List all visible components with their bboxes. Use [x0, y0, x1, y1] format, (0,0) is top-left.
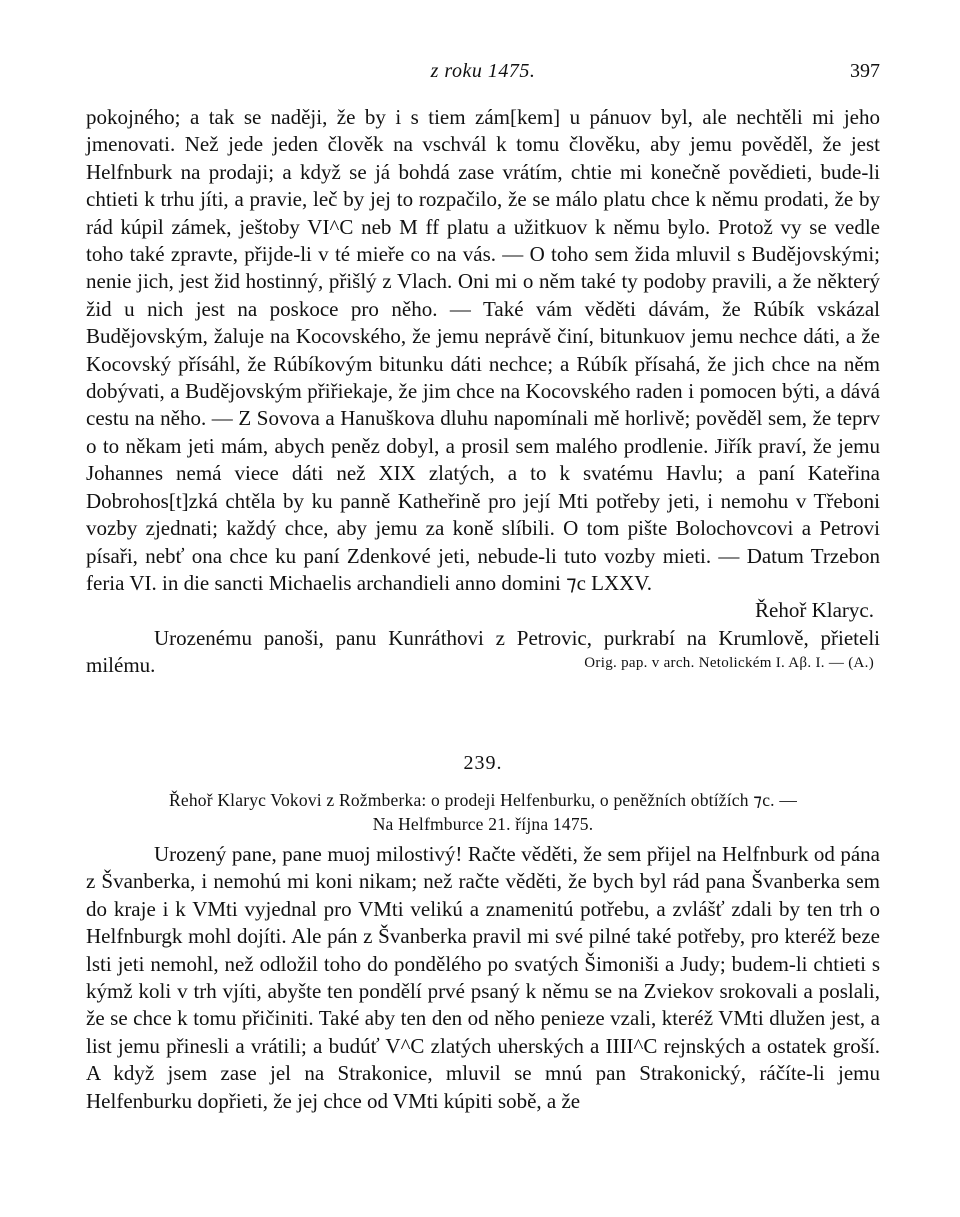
document-summary: [86, 788, 880, 836]
letter-239: [86, 841, 880, 1115]
running-title: z roku 1475.: [430, 60, 536, 82]
document-number: 239.: [463, 752, 503, 774]
letter-238-continuation: [86, 104, 880, 680]
running-head: [86, 60, 880, 90]
source-note: Orig. pap. v arch. Netolickém I. Aβ. I. — (A.): [584, 655, 874, 672]
summary-line-2: Na Helfmburce 21. října 1475.: [372, 814, 594, 834]
letter-238-address: Urozenému panoši, panu Kunráthovi z Petrovic, purkrabí na Krumlově, přieteli milému.: [86, 625, 880, 678]
letter-238-body: pokojného; a tak se naději, že by i s tiem zám[kem] u pánuov byl, ale nechtěli mi jeho jmenovati. Než jede jeden člověk na vschvál k tomu člověku, aby jemu pověděl, že jest Helfnburk na prodaji; a když se já bohdá zase vrátím, chtie mi konečně povědieti, bude-li chtieti k trhu jíti, a pravie, leč by jej to rozpačilo, že se málo platu chce k němu prodati, že by rád kúpil zámek, ještoby VI^C neb M ff platu a užitkuov k němu bylo. Protož vy se vedle toho také zpravte, přijde-li v té mieře co na vás. — O toho sem žida mluvil s Budějovskými; nenie jich, jest žid hostinný, přišlý z Vlach. Oni mi o něm také ty podoby pravili, a že některý žid u nich jest na poskoce pro něho. — Také vám věděti dávám, že Rúbík vskázal Budějovským, žaluje na Kocovského, že jemu neprávě činí, bitunkuov jemu nechce dáti, a že Kocovský přísáhl, že Rúbíkovým bitunku dáti nechce; a Rúbík přísahá, že jich chce na něm dobývati, a Budějovským přiřiekaje, že jim chce na Kocovského raden i pomocen býti, a dává cestu na něho. — Z Sovova a Hanuškova dluhu napomínali mě horlivě; pověděl sem, že teprv o to někam jeti mám, abych peněz dobyl, a prosil sem malého prodlenie. Jiřík praví, že jemu Johannes nemá viece dáti než XIX zlatých, a to k svatému Havlu; a paní Kateřina Dobrohos[t]zká chtěla by ku panně Katheřině pro její Mti potřeby jeti, i nemohu v Třeboni vozby zjednati; každý chce, aby jemu za koně slíbili. O tom pište Bolochovcovi a Petrovi písaři, nebť ona chce ku paní Zdenkové jeti, nebude-li tuto vozby mieti. — Datum Trzebon feria VI. in die sancti Michaelis archandieli anno domini ⁊c LXXV.: [86, 105, 880, 595]
summary-line-1: Řehoř Klaryc Vokovi z Rožmberka: o prodeji Helfenburku, o peněžních obtížích ⁊c. —: [168, 790, 798, 810]
letter-238-signature: Řehoř Klaryc.: [755, 598, 874, 623]
page-number: 397: [850, 60, 880, 82]
letter-239-body: Urozený pane, pane muoj milostivý! Račte věděti, že sem přijel na Helfnburk od pána z Švanberka, i nemohú mi koni nikam; než račte věděti, že bych byl rád pana Švanberka sem do kraje i k VMti vyjednal pro VMti velikú a znamenitú potřebu, a zvlášť zdali by ten trh o Helfnburgk mohl dojíti. Ale pán z Švanberka pravil mi své pilné také potřeby, pro kteréž beze lsti jeti nemohl, než odložil toho do pondělého po svatých Šimoniši a Judy; budem-li chtieti s kýmž koli v trh vjíti, abyšte ten pondělí prvé psaný k němu se na Zviekov srokovali a poslali, že se chce k tomu přičiniti. Také aby ten den od něho penieze vzali, kteréž VMti dlužen jest, a list jemu přinesli a vrátili; a budúť V^C zlatých uherských a IIII^C rejnských a ostatek groší. A když jsem zase jel na Strakonice, mluvil se mnú pan Strakonický, ráčíte-li jemu Helfenburku dopřieti, že jej chce od VMti kúpiti sobě, a že: [86, 842, 880, 1113]
letter-238-address-row: [86, 625, 880, 680]
